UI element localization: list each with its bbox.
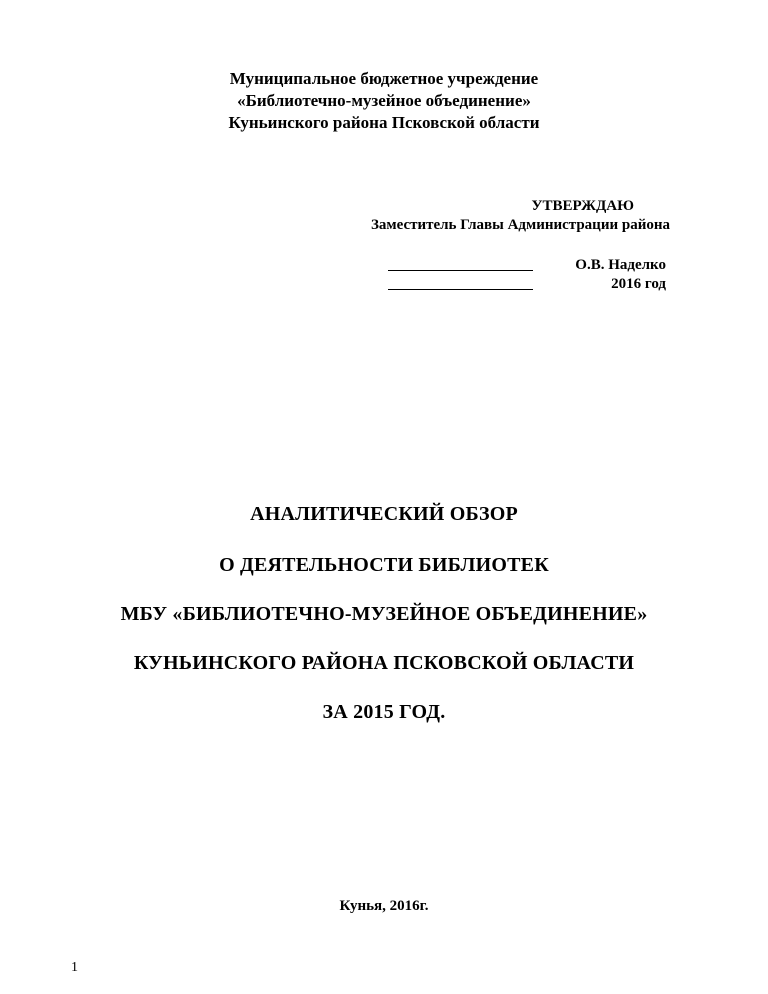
report-title-line: ЗА 2015 ГОД. [322,701,446,723]
date-line [388,275,533,290]
report-title-line: АНАЛИТИЧЕСКИЙ ОБЗОР [250,503,518,525]
place-and-date: Кунья, 2016г. [339,898,429,914]
approval-title: УТВЕРЖДАЮ [531,198,634,214]
report-title-line: О ДЕЯТЕЛЬНОСТИ БИБЛИОТЕК [219,554,549,576]
signature-line [388,256,533,271]
page-number: 1 [71,960,78,975]
approver-name: О.В. Наделко [575,257,666,273]
signature-row [388,256,666,275]
approval-block [250,197,670,235]
report-title-line: МБУ «БИБЛИОТЕЧНО-МУЗЕЙНОЕ ОБЪЕДИНЕНИЕ» [120,603,648,625]
org-header-line: Муниципальное бюджетное учреждение [229,69,539,88]
approval-year: 2016 год [611,276,666,292]
report-title-line: КУНЬИНСКОГО РАЙОНА ПСКОВСКОЙ ОБЛАСТИ [133,652,635,674]
org-header-line: Куньинского района Псковской области [228,113,540,132]
organization-header [0,68,768,134]
approval-position: Заместитель Главы Администрации района [370,217,670,233]
org-header-line: «Библиотечно-музейное объединение» [237,91,531,110]
date-row [388,275,666,294]
